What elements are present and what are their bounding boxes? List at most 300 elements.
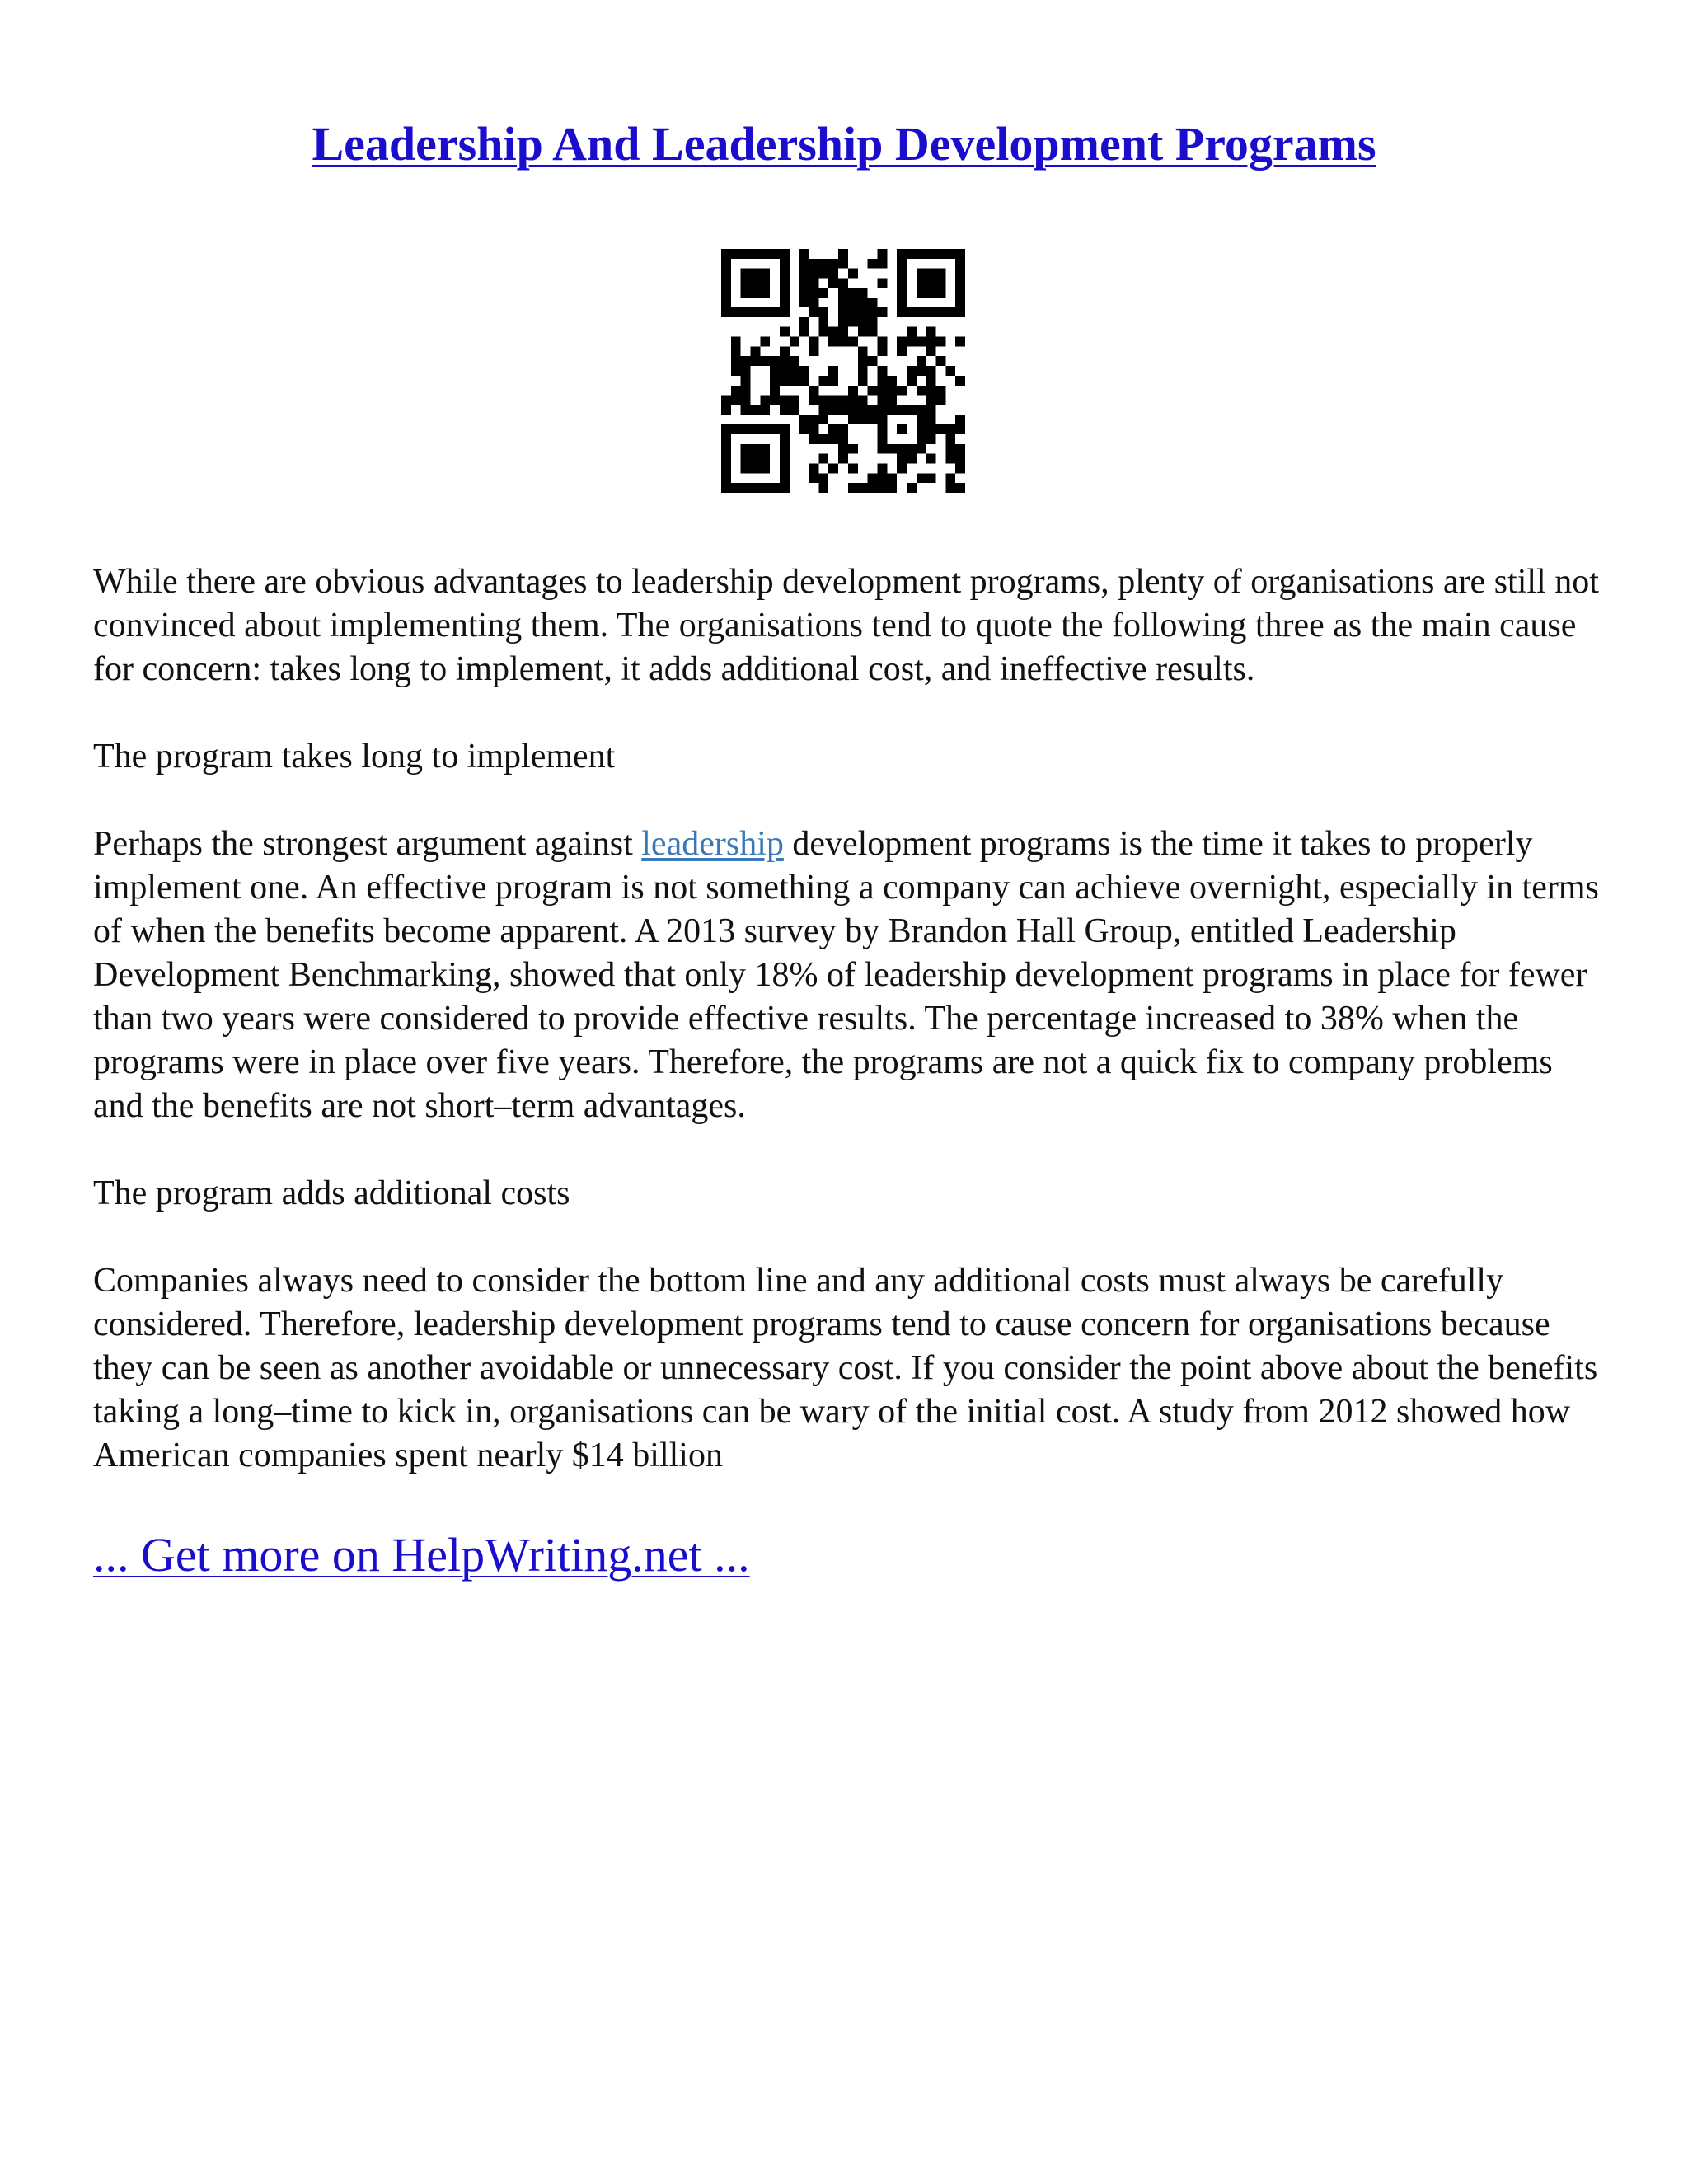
qr-module [731,366,741,376]
qr-module [907,249,917,259]
qr-module [926,454,936,464]
qr-module [877,376,887,386]
qr-module [926,307,936,317]
qr-module [897,424,907,434]
qr-module [760,396,770,405]
qr-module [926,415,936,424]
qr-module [828,376,838,386]
qr-module [877,463,887,473]
qr-module [907,327,917,337]
qr-module [917,337,926,347]
qr-module [945,473,955,483]
qr-module [780,405,790,415]
paragraph-text-before-link: Perhaps the strongest argument against [93,825,642,863]
qr-module [818,327,828,337]
qr-module [897,307,907,317]
qr-module [818,376,828,386]
qr-module [838,444,848,454]
qr-module [858,327,868,337]
qr-module [926,288,936,298]
qr-module [838,424,848,434]
qr-module [780,307,790,317]
qr-module [955,337,965,347]
qr-module [917,386,926,396]
qr-module [751,279,761,288]
qr-module [760,307,770,317]
qr-module [955,454,965,464]
qr-module [760,405,770,415]
qr-module [721,288,731,298]
qr-module [731,483,741,493]
qr-module [741,356,751,366]
qr-module [935,269,945,279]
qr-module [751,444,761,454]
qr-module [858,396,868,405]
qr-module [760,483,770,493]
qr-module [877,346,887,356]
qr-module [858,376,868,386]
qr-module [887,386,897,396]
qr-module [818,473,828,483]
qr-module [809,279,819,288]
qr-module [907,405,917,415]
qr-module [731,337,741,347]
qr-module [955,307,965,317]
qr-module [955,279,965,288]
qr-module [838,396,848,405]
qr-module [848,444,858,454]
qr-module [721,269,731,279]
qr-module [741,396,751,405]
qr-module [741,279,751,288]
qr-module [780,483,790,493]
qr-module [935,386,945,396]
qr-module [741,483,751,493]
qr-module [838,259,848,269]
qr-module [780,396,790,405]
qr-module [868,259,878,269]
qr-module [955,463,965,473]
qr-module [926,434,936,444]
qr-module [818,454,828,464]
qr-module [858,366,868,376]
qr-module [868,405,878,415]
qr-module [955,444,965,454]
qr-module [848,405,858,415]
qr-module [751,269,761,279]
qr-module [780,279,790,288]
paragraph-text-after-link: development programs is the time it takes to properly implement one. An effective program is not something a company can achieve overnight, especially in terms of when the benefits become apparent. A 2013 survey by Brandon Hall Group, entitled Leadership Development Benchmarking, showed that only 18% of leadership development programs in place for fewer than two years were considered to provide effective results. The percentage increased to 38% when the programs were in place over five years. Therefore, the programs are not a quick fix to company problems and the benefits are not short–term advantages. [93,825,1599,1125]
qr-module [780,366,790,376]
qr-module [770,483,780,493]
qr-module [818,396,828,405]
qr-module [897,288,907,298]
qr-module [868,483,878,493]
qr-module [877,396,887,405]
qr-module [818,288,828,298]
qr-module [731,307,741,317]
qr-module [935,424,945,434]
qr-module [877,279,887,288]
qr-module [926,279,936,288]
qr-module [751,483,761,493]
qr-module [731,386,741,396]
qr-module [721,298,731,307]
qr-module [955,376,965,386]
qr-module [809,396,819,405]
qr-module [848,298,858,307]
qr-module [780,346,790,356]
qr-module [945,434,955,444]
qr-module [926,346,936,356]
qr-module [858,356,868,366]
qr-module [770,376,780,386]
qr-module [897,405,907,415]
qr-module [926,366,936,376]
qr-module [848,386,858,396]
qr-module [848,483,858,493]
qr-module [877,259,887,269]
qr-module [945,444,955,454]
qr-module [868,415,878,424]
qr-module [935,307,945,317]
qr-module [790,356,799,366]
qr-module [858,415,868,424]
implement-paragraph [93,823,1601,1128]
qr-module [809,298,819,307]
qr-module [887,444,897,454]
qr-code-icon [721,249,965,493]
qr-module [790,396,799,405]
qr-module [741,405,751,415]
qr-module [955,298,965,307]
qr-module [780,327,790,337]
qr-module [790,376,799,386]
qr-module [838,454,848,464]
qr-module [887,473,897,483]
qr-module [848,269,858,279]
qr-module [848,288,858,298]
qr-module [741,307,751,317]
qr-module [897,298,907,307]
qr-module [935,337,945,347]
qr-module [917,405,926,415]
page-title [0,115,1688,173]
qr-module [721,434,731,444]
qr-module [780,454,790,464]
qr-module [770,424,780,434]
qr-module [877,366,887,376]
qr-module [828,269,838,279]
qr-module [721,279,731,288]
qr-module [828,337,838,347]
qr-module [799,298,809,307]
qr-module [799,415,809,424]
qr-module [760,463,770,473]
qr-module [838,327,848,337]
qr-module [917,279,926,288]
qr-module [945,483,955,493]
qr-module [809,386,819,396]
qr-module [741,386,751,396]
qr-module [721,424,731,434]
qr-module [790,337,799,347]
qr-module [897,249,907,259]
qr-module [926,396,936,405]
qr-module [818,415,828,424]
qr-module [770,249,780,259]
qr-module [818,434,828,444]
qr-module [897,386,907,396]
qr-module [955,415,965,424]
qr-module [926,249,936,259]
qr-module [799,269,809,279]
qr-module [838,288,848,298]
qr-module [897,279,907,288]
qr-module [760,288,770,298]
qr-module [828,405,838,415]
qr-module [917,269,926,279]
qr-module [877,249,887,259]
qr-module [799,366,809,376]
qr-module [838,298,848,307]
qr-module [945,307,955,317]
qr-module [770,307,780,317]
qr-module [799,376,809,386]
qr-module [907,337,917,347]
qr-module [809,259,819,269]
qr-module [799,288,809,298]
qr-module [809,463,819,473]
qr-module [877,405,887,415]
qr-module [760,454,770,464]
qr-module [741,444,751,454]
qr-module [877,415,887,424]
qr-module [721,444,731,454]
qr-module [868,356,878,366]
qr-module [935,288,945,298]
qr-module [751,249,761,259]
qr-module [721,483,731,493]
qr-module [926,405,936,415]
qr-module [877,473,887,483]
qr-module [799,327,809,337]
qr-module [731,346,741,356]
qr-module [897,337,907,347]
section-heading-costs: The program adds additional costs [93,1174,570,1212]
qr-module [731,396,741,405]
qr-module [780,288,790,298]
costs-paragraph: Companies always need to consider the bottom line and any additional costs must always be carefully considered. Therefore, leadership development programs tend to cause concern for organisations because they can be seen as another avoidable or unnecessary cost. If you consider the point above about the benefits taking a long–time to kick in, organisations can be wary of the initial cost. A study from 2012 showed how American companies spent nearly $14 billion [93,1262,1598,1474]
qr-module [721,259,731,269]
qr-module [907,444,917,454]
qr-module [838,279,848,288]
qr-module [877,444,887,454]
qr-module [858,288,868,298]
qr-module [917,415,926,424]
qr-module [721,249,731,259]
qr-module [828,396,838,405]
qr-module [877,483,887,493]
qr-module [809,307,819,317]
qr-module [858,405,868,415]
qr-module [877,337,887,347]
qr-module [868,317,878,327]
qr-module [760,249,770,259]
qr-module [926,337,936,347]
qr-module [828,259,838,269]
qr-module [721,463,731,473]
qr-module [780,249,790,259]
qr-module [741,366,751,376]
qr-module [955,288,965,298]
qr-module [751,307,761,317]
qr-module [897,454,907,464]
qr-module [760,356,770,366]
qr-module [897,259,907,269]
qr-module [887,483,897,493]
qr-module [828,424,838,434]
qr-module [780,356,790,366]
qr-module [917,366,926,376]
qr-module [818,317,828,327]
qr-module [926,386,936,396]
qr-module [770,356,780,366]
qr-module [955,483,965,493]
qr-module [945,424,955,434]
qr-module [731,249,741,259]
title-link[interactable]: Leadership And Leadership Development Programs [312,117,1376,171]
qr-module [799,279,809,288]
qr-module [838,317,848,327]
qr-module [721,396,731,405]
qr-module [897,346,907,356]
qr-module [828,279,838,288]
qr-module [917,444,926,454]
qr-module [760,269,770,279]
qr-module [809,288,819,298]
qr-module [907,366,917,376]
qr-module [828,327,838,337]
qr-module [809,346,819,356]
qr-module [770,366,780,376]
qr-module [868,473,878,483]
qr-module [741,288,751,298]
qr-module [780,473,790,483]
qr-module [780,463,790,473]
qr-module [799,259,809,269]
qr-module [780,269,790,279]
qr-module [770,386,780,396]
qr-module [926,473,936,483]
qr-module [818,405,828,415]
qr-module [731,356,741,366]
qr-module [838,434,848,444]
qr-module [907,454,917,464]
qr-module [770,396,780,405]
qr-module [741,463,751,473]
qr-module [721,473,731,483]
qr-module [848,337,858,347]
qr-module [760,337,770,347]
get-more-link-wrapper [93,1526,750,1584]
qr-module [838,405,848,415]
qr-module [858,317,868,327]
qr-module [818,307,828,317]
qr-module [935,249,945,259]
section-heading-implement: The program takes long to implement [93,738,616,776]
qr-module [917,434,926,444]
qr-module [828,434,838,444]
qr-module [848,396,858,405]
qr-module [907,307,917,317]
qr-module [868,386,878,396]
qr-module [935,356,945,366]
qr-module [751,288,761,298]
qr-module [790,366,799,376]
qr-module [818,483,828,493]
get-more-link[interactable]: ... Get more on HelpWriting.net ... [93,1528,750,1582]
qr-module [809,424,819,434]
qr-module [868,307,878,317]
qr-module [809,473,819,483]
qr-module [741,269,751,279]
qr-module [780,376,790,386]
qr-module [838,307,848,317]
qr-module [858,307,868,317]
qr-module [935,396,945,405]
qr-module [926,424,936,434]
qr-module [917,356,926,366]
qr-module [926,376,936,386]
qr-module [848,317,858,327]
qr-module [926,269,936,279]
qr-module [877,307,887,317]
qr-module [818,269,828,279]
leadership-link[interactable]: leadership [641,825,784,863]
qr-module [917,424,926,434]
qr-module [799,249,809,259]
qr-module [907,483,917,493]
qr-module [935,279,945,288]
qr-module [721,307,731,317]
qr-module [838,337,848,347]
qr-module [809,269,819,279]
qr-module [760,444,770,454]
qr-module [751,346,761,356]
qr-module [897,444,907,454]
qr-module [858,298,868,307]
qr-module [945,249,955,259]
qr-module [751,463,761,473]
qr-module [809,337,819,347]
qr-module [790,405,799,415]
qr-module [877,434,887,444]
qr-module [955,249,965,259]
qr-module [780,434,790,444]
qr-module [955,269,965,279]
qr-module [907,376,917,386]
qr-module [721,405,731,415]
qr-module [955,424,965,434]
qr-module [741,454,751,464]
qr-module [917,307,926,317]
qr-module [945,454,955,464]
qr-module [799,424,809,434]
qr-module [780,424,790,434]
qr-module [887,376,897,386]
qr-module [809,415,819,424]
